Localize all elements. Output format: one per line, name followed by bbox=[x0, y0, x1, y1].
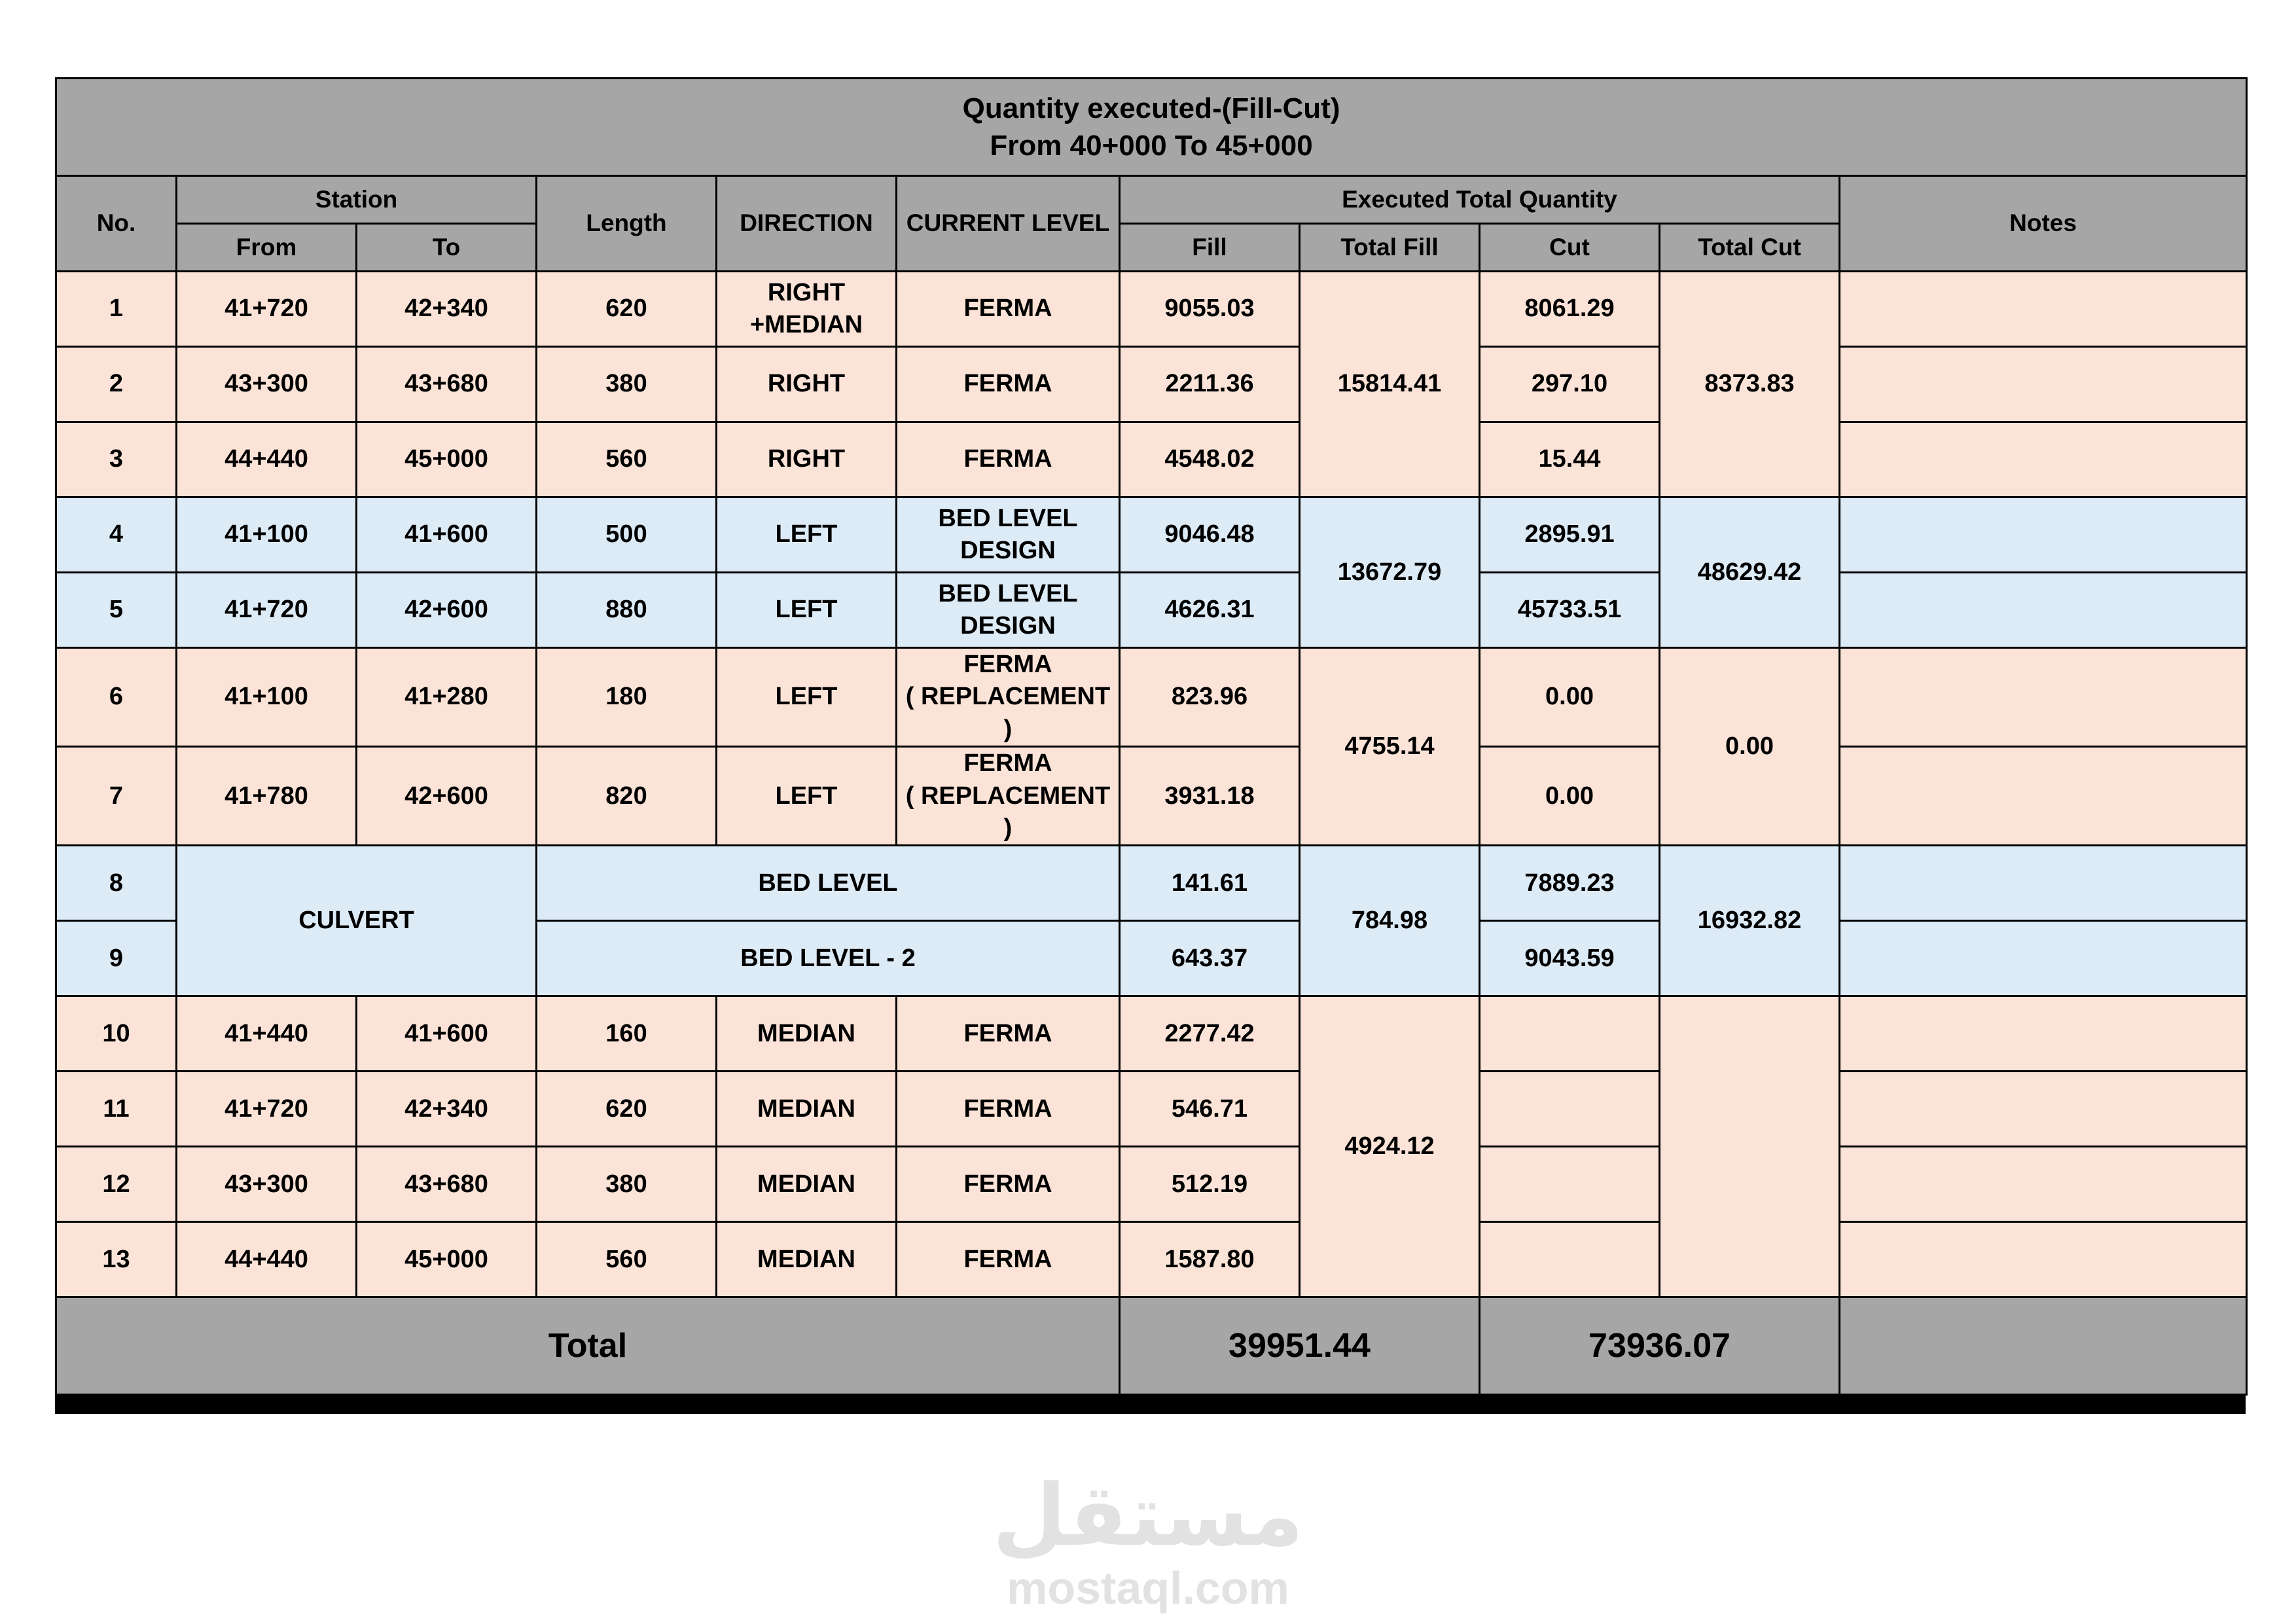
cell-total-cut: 48629.42 bbox=[1660, 497, 1840, 648]
cell-no: 9 bbox=[56, 921, 177, 996]
cell-direction: LEFT bbox=[717, 747, 897, 846]
table-row bbox=[56, 422, 2247, 497]
table-row bbox=[56, 497, 2247, 573]
cell-level: BED LEVEL DESIGN bbox=[897, 573, 1120, 648]
cell-cut: 7889.23 bbox=[1480, 846, 1660, 921]
cell-cut: 2895.91 bbox=[1480, 497, 1660, 573]
cell-total-cut: 0.00 bbox=[1660, 648, 1840, 846]
cell-no: 5 bbox=[56, 573, 177, 648]
header-total-fill: Total Fill bbox=[1300, 224, 1480, 272]
cell-notes bbox=[1840, 573, 2247, 648]
cell-cut bbox=[1480, 996, 1660, 1072]
cell-notes bbox=[1840, 272, 2247, 347]
cell-cut: 8061.29 bbox=[1480, 272, 1660, 347]
cell-cut: 45733.51 bbox=[1480, 573, 1660, 648]
watermark-site: mostaql.com bbox=[1007, 1562, 1289, 1614]
cell-length: 380 bbox=[537, 1147, 717, 1222]
cell-cut: 0.00 bbox=[1480, 648, 1660, 747]
cell-direction: MEDIAN bbox=[717, 1147, 897, 1222]
cell-cut: 297.10 bbox=[1480, 347, 1660, 422]
cell-to: 42+340 bbox=[357, 272, 537, 347]
cell-level bbox=[897, 747, 1120, 846]
cell-from: 44+440 bbox=[177, 422, 357, 497]
header-cut: Cut bbox=[1480, 224, 1660, 272]
watermark-arabic: مستقل bbox=[992, 1466, 1304, 1565]
header-length: Length bbox=[537, 176, 717, 272]
cell-direction: MEDIAN bbox=[717, 1072, 897, 1147]
cell-fill: 3931.18 bbox=[1120, 747, 1300, 846]
direction-line-1: RIGHT bbox=[767, 278, 846, 306]
cell-culvert: CULVERT bbox=[177, 846, 537, 996]
level-line-1: FERMA bbox=[963, 749, 1052, 778]
cell-fill: 512.19 bbox=[1120, 1147, 1300, 1222]
cell-from: 41+720 bbox=[177, 272, 357, 347]
table-bottom-bar bbox=[55, 1396, 2246, 1414]
cell-from: 41+780 bbox=[177, 747, 357, 846]
title-line-1: Quantity executed-(Fill-Cut) bbox=[962, 92, 1340, 124]
cell-total-fill: 784.98 bbox=[1300, 846, 1480, 996]
cell-cut bbox=[1480, 1222, 1660, 1297]
cell-fill: 643.37 bbox=[1120, 921, 1300, 996]
cell-direction: LEFT bbox=[717, 497, 897, 573]
header-notes: Notes bbox=[1840, 176, 2247, 272]
cell-notes bbox=[1840, 747, 2247, 846]
cell-no: 10 bbox=[56, 996, 177, 1072]
cell-notes bbox=[1840, 648, 2247, 747]
cell-direction: MEDIAN bbox=[717, 1222, 897, 1297]
header-to: To bbox=[357, 224, 537, 272]
cell-to: 45+000 bbox=[357, 422, 537, 497]
cell-notes bbox=[1840, 1147, 2247, 1222]
cell-total-cut: 16932.82 bbox=[1660, 846, 1840, 996]
table-row bbox=[56, 747, 2247, 846]
cell-level: FERMA bbox=[897, 1222, 1120, 1297]
cell-notes bbox=[1840, 422, 2247, 497]
table-row bbox=[56, 1222, 2247, 1297]
title-line-2: From 40+000 To 45+000 bbox=[990, 130, 1313, 162]
cell-direction: LEFT bbox=[717, 573, 897, 648]
header-no: No. bbox=[56, 176, 177, 272]
table-row bbox=[56, 573, 2247, 648]
cell-length: 620 bbox=[537, 272, 717, 347]
cell-from: 44+440 bbox=[177, 1222, 357, 1297]
cell-total-fill: 4924.12 bbox=[1300, 996, 1480, 1297]
cell-fill: 4548.02 bbox=[1120, 422, 1300, 497]
direction-line-2: +MEDIAN bbox=[749, 311, 863, 338]
table-row bbox=[56, 996, 2247, 1072]
cell-to: 41+280 bbox=[357, 648, 537, 747]
cell-from: 43+300 bbox=[177, 347, 357, 422]
cell-total-fill: 4755.14 bbox=[1300, 648, 1480, 846]
cell-fill: 141.61 bbox=[1120, 846, 1300, 921]
table-row bbox=[56, 846, 2247, 921]
cell-to: 42+600 bbox=[357, 747, 537, 846]
cell-to: 41+600 bbox=[357, 996, 537, 1072]
cell-direction bbox=[717, 272, 897, 347]
cell-total-fill: 15814.41 bbox=[1300, 272, 1480, 497]
total-cut: 73936.07 bbox=[1480, 1297, 1840, 1395]
quantity-table bbox=[55, 77, 2248, 1396]
cell-merged-level: BED LEVEL - 2 bbox=[537, 921, 1120, 996]
header-fill: Fill bbox=[1120, 224, 1300, 272]
table-row bbox=[56, 272, 2247, 347]
cell-direction: RIGHT bbox=[717, 347, 897, 422]
cell-from: 41+720 bbox=[177, 573, 357, 648]
cell-from: 43+300 bbox=[177, 1147, 357, 1222]
header-from: From bbox=[177, 224, 357, 272]
cell-cut: 9043.59 bbox=[1480, 921, 1660, 996]
cell-to: 42+340 bbox=[357, 1072, 537, 1147]
cell-notes bbox=[1840, 996, 2247, 1072]
level-line-1: FERMA bbox=[963, 651, 1052, 678]
cell-level: FERMA bbox=[897, 422, 1120, 497]
header-current-level: CURRENT LEVEL bbox=[897, 176, 1120, 272]
cell-level: FERMA bbox=[897, 1072, 1120, 1147]
cell-level: FERMA bbox=[897, 996, 1120, 1072]
total-row bbox=[56, 1297, 2247, 1395]
table-row bbox=[56, 648, 2247, 747]
cell-no: 4 bbox=[56, 497, 177, 573]
cell-length: 560 bbox=[537, 422, 717, 497]
total-fill: 39951.44 bbox=[1120, 1297, 1480, 1395]
cell-length: 820 bbox=[537, 747, 717, 846]
cell-cut bbox=[1480, 1072, 1660, 1147]
cell-cut: 15.44 bbox=[1480, 422, 1660, 497]
cell-to: 41+600 bbox=[357, 497, 537, 573]
cell-cut bbox=[1480, 1147, 1660, 1222]
cell-length: 380 bbox=[537, 347, 717, 422]
cell-notes bbox=[1840, 497, 2247, 573]
cell-direction: MEDIAN bbox=[717, 996, 897, 1072]
cell-to: 43+680 bbox=[357, 347, 537, 422]
table-row bbox=[56, 347, 2247, 422]
cell-from: 41+440 bbox=[177, 996, 357, 1072]
cell-level bbox=[897, 648, 1120, 747]
cell-fill: 546.71 bbox=[1120, 1072, 1300, 1147]
level-line-2: ( REPLACEMENT ) bbox=[905, 683, 1111, 743]
mostaql-watermark bbox=[0, 1466, 2296, 1614]
cell-fill: 2277.42 bbox=[1120, 996, 1300, 1072]
cell-fill: 9055.03 bbox=[1120, 272, 1300, 347]
total-label: Total bbox=[56, 1297, 1120, 1395]
table-row bbox=[56, 1072, 2247, 1147]
cell-no: 13 bbox=[56, 1222, 177, 1297]
cell-length: 160 bbox=[537, 996, 717, 1072]
cell-direction: LEFT bbox=[717, 648, 897, 747]
cell-length: 620 bbox=[537, 1072, 717, 1147]
table-title bbox=[56, 79, 2247, 176]
header-direction: DIRECTION bbox=[717, 176, 897, 272]
cell-to: 45+000 bbox=[357, 1222, 537, 1297]
cell-total-fill: 13672.79 bbox=[1300, 497, 1480, 648]
cell-from: 41+720 bbox=[177, 1072, 357, 1147]
cell-to: 42+600 bbox=[357, 573, 537, 648]
table-row bbox=[56, 1147, 2247, 1222]
cell-total-cut: 8373.83 bbox=[1660, 272, 1840, 497]
cell-no: 8 bbox=[56, 846, 177, 921]
cell-no: 12 bbox=[56, 1147, 177, 1222]
header-total-cut: Total Cut bbox=[1660, 224, 1840, 272]
cell-length: 880 bbox=[537, 573, 717, 648]
cell-notes bbox=[1840, 846, 2247, 921]
total-notes bbox=[1840, 1297, 2247, 1395]
quantity-sheet bbox=[55, 77, 2246, 1414]
cell-level: FERMA bbox=[897, 272, 1120, 347]
cell-fill: 4626.31 bbox=[1120, 573, 1300, 648]
cell-from: 41+100 bbox=[177, 497, 357, 573]
cell-notes bbox=[1840, 921, 2247, 996]
cell-cut: 0.00 bbox=[1480, 747, 1660, 846]
cell-notes bbox=[1840, 347, 2247, 422]
cell-fill: 1587.80 bbox=[1120, 1222, 1300, 1297]
header-station: Station bbox=[177, 176, 537, 224]
cell-to: 43+680 bbox=[357, 1147, 537, 1222]
header-row-1 bbox=[56, 176, 2247, 224]
cell-no: 6 bbox=[56, 648, 177, 747]
cell-no: 2 bbox=[56, 347, 177, 422]
cell-no: 11 bbox=[56, 1072, 177, 1147]
cell-no: 3 bbox=[56, 422, 177, 497]
cell-length: 180 bbox=[537, 648, 717, 747]
cell-level: BED LEVEL DESIGN bbox=[897, 497, 1120, 573]
cell-length: 560 bbox=[537, 1222, 717, 1297]
cell-no: 7 bbox=[56, 747, 177, 846]
cell-level: FERMA bbox=[897, 347, 1120, 422]
cell-from: 41+100 bbox=[177, 648, 357, 747]
cell-fill: 823.96 bbox=[1120, 648, 1300, 747]
cell-no: 1 bbox=[56, 272, 177, 347]
cell-merged-level: BED LEVEL bbox=[537, 846, 1120, 921]
cell-length: 500 bbox=[537, 497, 717, 573]
cell-direction: RIGHT bbox=[717, 422, 897, 497]
cell-fill: 2211.36 bbox=[1120, 347, 1300, 422]
level-line-2: ( REPLACEMENT ) bbox=[905, 782, 1111, 842]
cell-total-cut bbox=[1660, 996, 1840, 1297]
cell-fill: 9046.48 bbox=[1120, 497, 1300, 573]
cell-notes bbox=[1840, 1222, 2247, 1297]
header-executed-total-quantity: Executed Total Quantity bbox=[1120, 176, 1840, 224]
title-row bbox=[56, 79, 2247, 176]
cell-level: FERMA bbox=[897, 1147, 1120, 1222]
cell-notes bbox=[1840, 1072, 2247, 1147]
